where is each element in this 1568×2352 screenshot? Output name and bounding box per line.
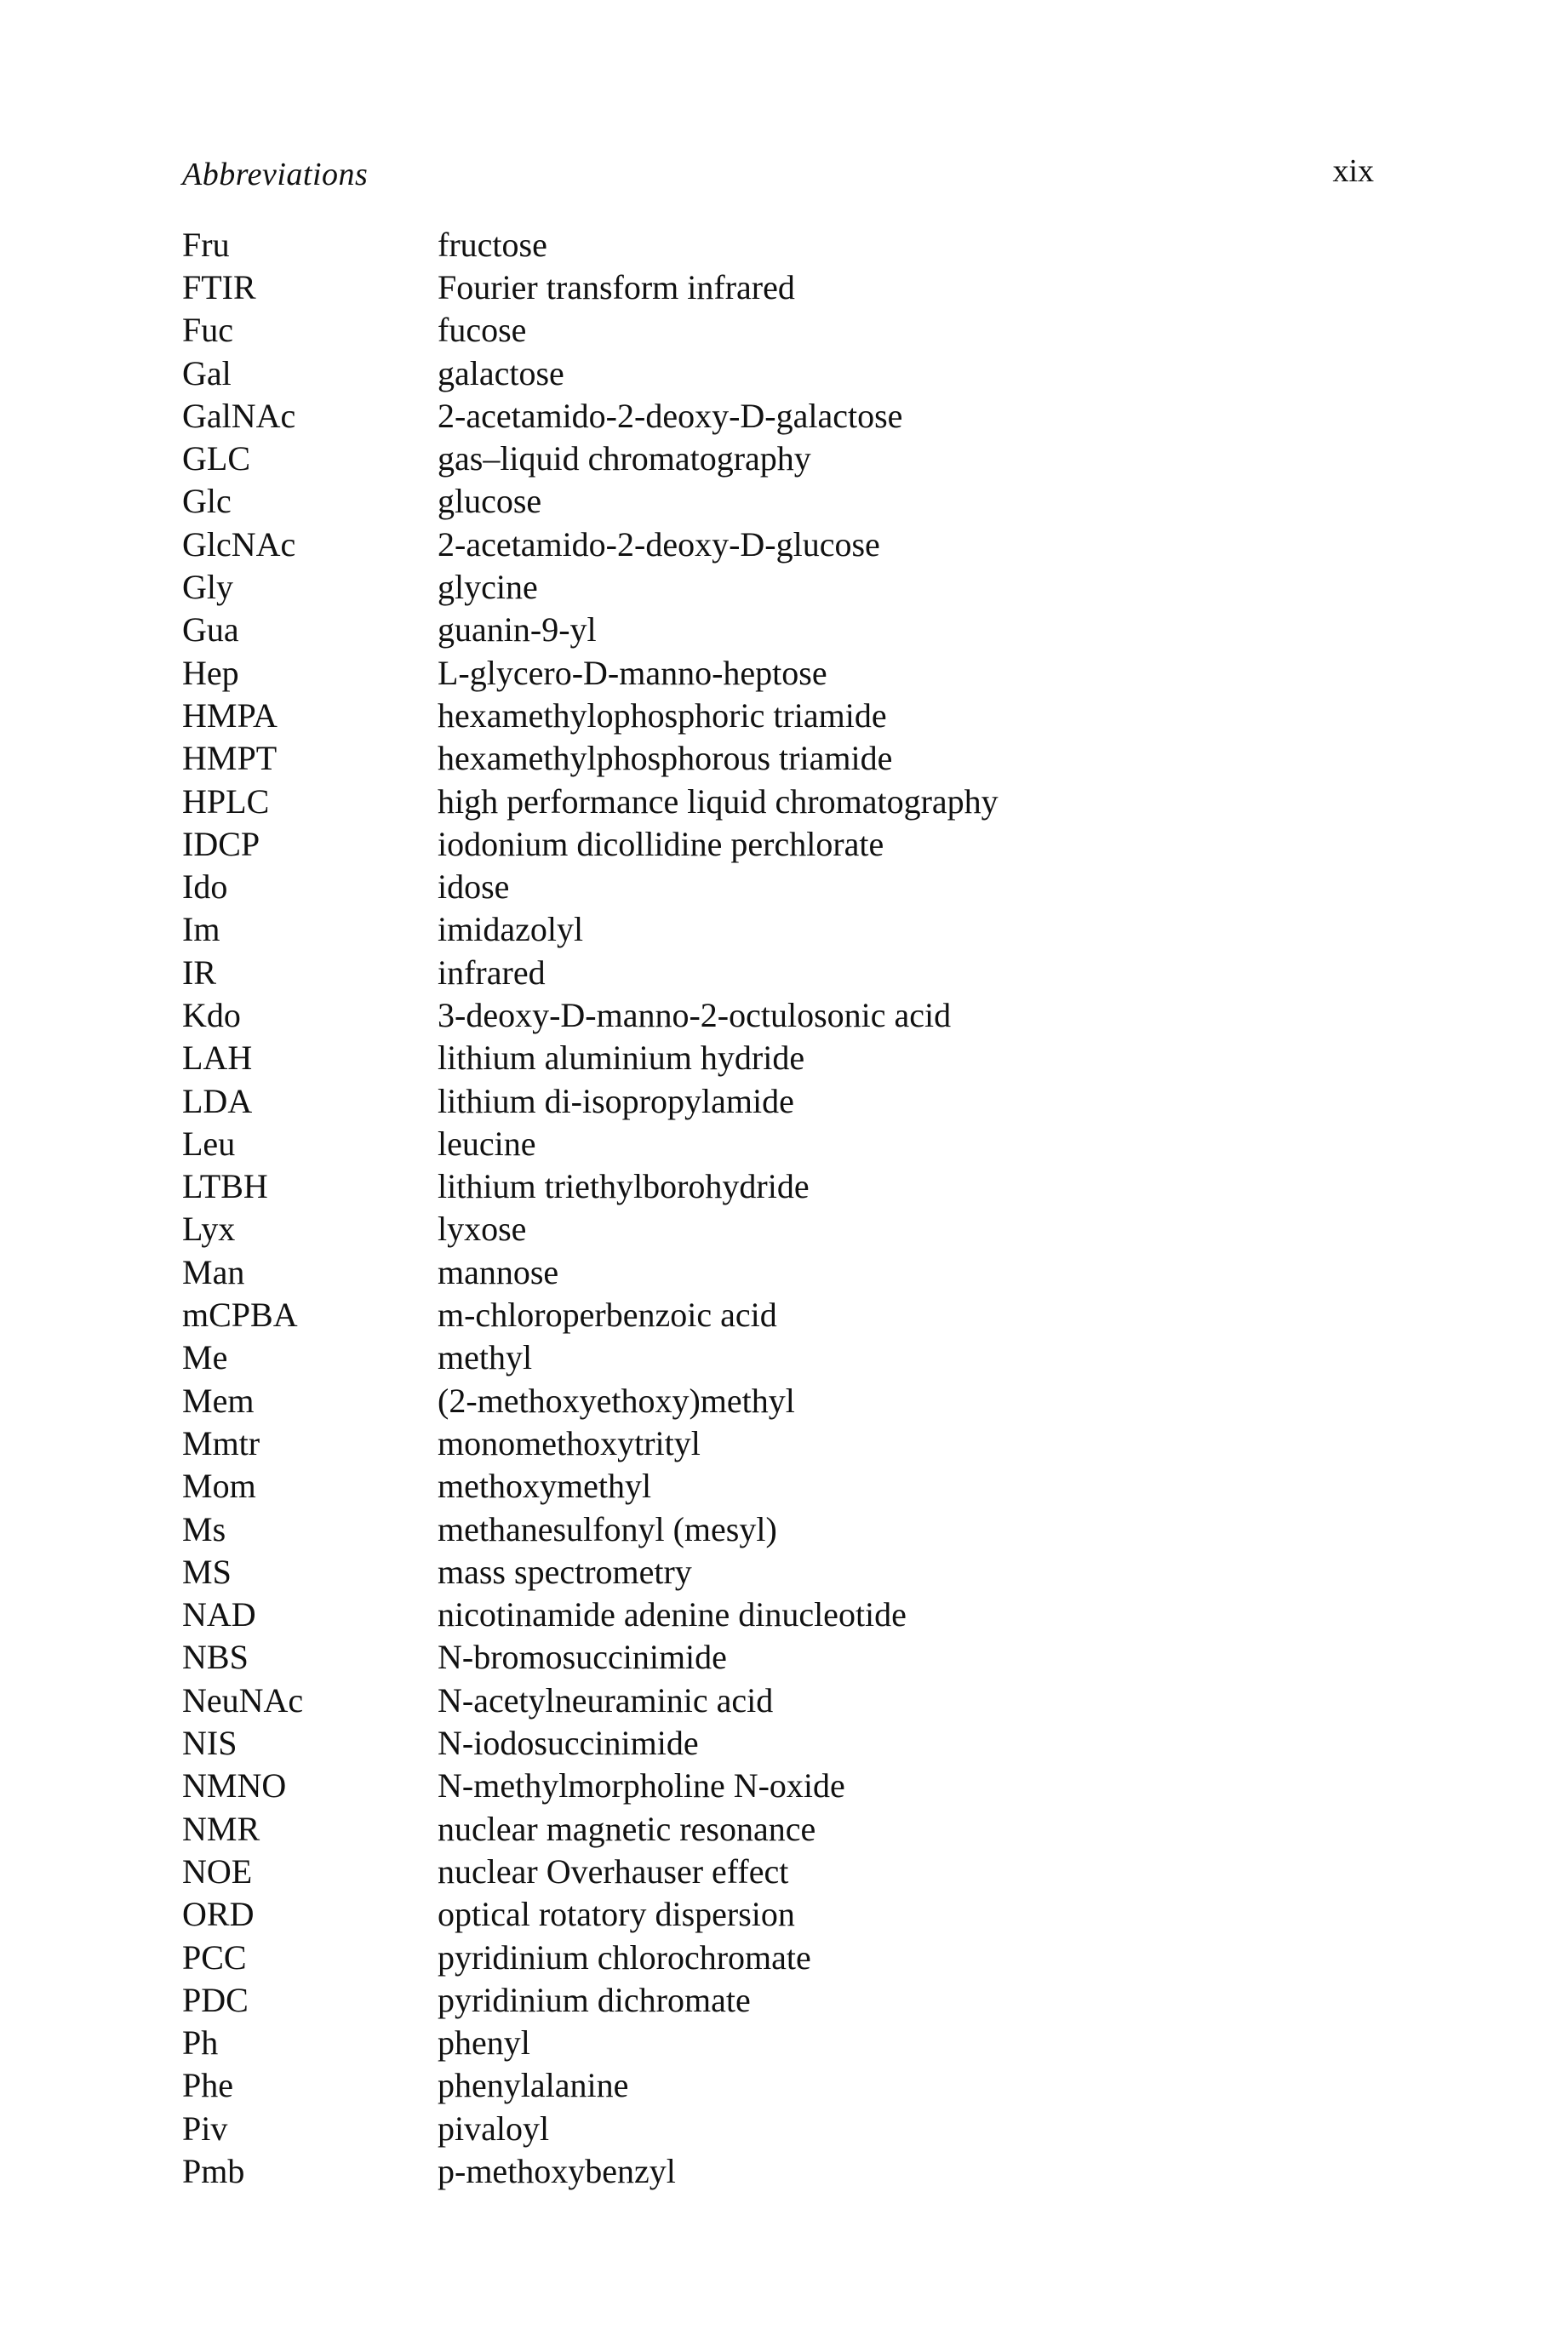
abbreviation-term: LDA [182, 1081, 253, 1120]
abbreviation-definition: N-acetylneuraminic acid [438, 1680, 774, 1720]
abbreviation-row [182, 1122, 1374, 1165]
abbreviation-row [182, 1636, 1374, 1679]
abbreviation-definition: nuclear Overhauser effect [438, 1851, 789, 1891]
abbreviation-term: Gua [182, 610, 239, 650]
page-number: xix [1332, 153, 1374, 189]
abbreviation-row [182, 1807, 1374, 1850]
abbreviation-row [182, 1250, 1374, 1293]
abbreviation-definition: mass spectrometry [438, 1552, 692, 1591]
abbreviation-row [182, 2107, 1374, 2149]
abbreviation-term: HMPA [182, 695, 278, 735]
abbreviation-row [182, 609, 1374, 651]
abbreviation-row [182, 1208, 1374, 1250]
abbreviation-definition: m-chloroperbenzoic acid [438, 1296, 777, 1335]
abbreviation-term: Fru [182, 225, 230, 264]
abbreviation-row [182, 2149, 1374, 2192]
abbreviation-definition: lithium di-isopropylamide [438, 1081, 794, 1120]
abbreviation-row [182, 1422, 1374, 1464]
abbreviation-row [182, 266, 1374, 308]
abbreviation-definition: L-glycero-D-manno-heptose [438, 653, 827, 692]
abbreviation-row [182, 565, 1374, 608]
abbreviation-row [182, 951, 1374, 993]
abbreviation-term: Lyx [182, 1210, 236, 1249]
abbreviation-term: Kdo [182, 995, 241, 1034]
abbreviation-row [182, 1679, 1374, 1721]
abbreviation-definition: pyridinium chlorochromate [438, 1937, 811, 1977]
abbreviation-term: NBS [182, 1638, 249, 1677]
abbreviation-row [182, 1594, 1374, 1636]
abbreviation-term: NMNO [182, 1766, 287, 1805]
abbreviation-term: Man [182, 1252, 245, 1291]
abbreviation-definition: methoxymethyl [438, 1467, 652, 1506]
abbreviation-definition: 2-acetamido-2-deoxy-D-glucose [438, 524, 880, 564]
abbreviation-definition: nuclear magnetic resonance [438, 1809, 816, 1848]
abbreviation-definition: mannose [438, 1252, 559, 1291]
abbreviation-row [182, 1978, 1374, 2021]
abbreviation-term: PCC [182, 1937, 247, 1977]
running-header-title: Abbreviations [182, 157, 369, 192]
abbreviation-definition: nicotinamide adenine dinucleotide [438, 1595, 907, 1634]
abbreviation-definition: 3-deoxy-D-manno-2-octulosonic acid [438, 995, 952, 1034]
abbreviation-term: mCPBA [182, 1296, 298, 1335]
abbreviation-term: GLC [182, 439, 250, 478]
abbreviation-definition: lithium aluminium hydride [438, 1039, 805, 1078]
abbreviation-row [182, 908, 1374, 951]
abbreviation-term: IDCP [182, 824, 260, 863]
abbreviation-definition: monomethoxytrityl [438, 1423, 701, 1462]
abbreviation-row [182, 1765, 1374, 1807]
abbreviation-row [182, 309, 1374, 352]
abbreviation-term: Leu [182, 1124, 236, 1163]
abbreviation-definition: (2-methoxyethoxy)methyl [438, 1381, 795, 1420]
abbreviation-definition: leucine [438, 1124, 536, 1163]
page-header [182, 153, 1374, 207]
abbreviation-definition: fucose [438, 311, 527, 350]
abbreviation-term: GlcNAc [182, 524, 296, 564]
abbreviation-definition: methyl [438, 1338, 533, 1377]
abbreviation-definition: idose [438, 867, 510, 907]
abbreviation-definition: phenyl [438, 2023, 530, 2063]
abbreviation-row [182, 1721, 1374, 1764]
abbreviation-definition: N-iodosuccinimide [438, 1724, 699, 1763]
abbreviation-term: LAH [182, 1039, 253, 1078]
abbreviation-definition: hexamethylophosphoric triamide [438, 695, 887, 735]
abbreviation-definition: iodonium dicollidine perchlorate [438, 824, 884, 863]
abbreviation-row [182, 1893, 1374, 1936]
abbreviation-term: HPLC [182, 781, 270, 821]
abbreviation-term: HMPT [182, 739, 278, 778]
abbreviation-definition: high performance liquid chromatography [438, 781, 999, 821]
abbreviation-row [182, 651, 1374, 694]
abbreviation-row [182, 223, 1374, 266]
abbreviation-row [182, 1336, 1374, 1379]
abbreviation-definition: N-bromosuccinimide [438, 1638, 727, 1677]
abbreviation-definition: infrared [438, 953, 546, 992]
abbreviation-row [182, 1379, 1374, 1422]
abbreviation-definition: imidazolyl [438, 910, 584, 949]
abbreviation-definition: glycine [438, 568, 538, 607]
abbreviation-definition: lyxose [438, 1210, 527, 1249]
abbreviation-definition: optical rotatory dispersion [438, 1895, 795, 1934]
abbreviation-term: ORD [182, 1895, 255, 1934]
abbreviation-term: Hep [182, 653, 239, 692]
abbreviation-term: Glc [182, 482, 232, 521]
abbreviation-term: NOE [182, 1851, 253, 1891]
abbreviation-term: Ido [182, 867, 228, 907]
abbreviation-definition: methanesulfonyl (mesyl) [438, 1509, 777, 1548]
abbreviation-definition: hexamethylphosphorous triamide [438, 739, 893, 778]
abbreviation-row [182, 1508, 1374, 1550]
abbreviation-definition: pivaloyl [438, 2109, 550, 2148]
abbreviation-term: Ph [182, 2023, 219, 2063]
abbreviation-term: Ms [182, 1509, 226, 1548]
abbreviation-definition: guanin-9-yl [438, 610, 597, 650]
abbreviation-term: IR [182, 953, 216, 992]
abbreviation-definition: pyridinium dichromate [438, 1980, 751, 2019]
abbreviation-row [182, 1165, 1374, 1208]
abbreviation-definition: N-methylmorpholine N-oxide [438, 1766, 845, 1805]
abbreviation-term: Mom [182, 1467, 256, 1506]
abbreviation-definition: glucose [438, 482, 542, 521]
abbreviation-row [182, 694, 1374, 736]
abbreviation-definition: gas–liquid chromatography [438, 439, 811, 478]
abbreviation-definition: p-methoxybenzyl [438, 2152, 676, 2190]
abbreviation-list [182, 223, 1374, 2193]
abbreviation-term: Fuc [182, 311, 233, 350]
abbreviation-term: Gal [182, 353, 232, 392]
abbreviation-row [182, 394, 1374, 437]
abbreviation-row [182, 822, 1374, 865]
abbreviation-term: NMR [182, 1809, 260, 1848]
abbreviation-row [182, 737, 1374, 780]
abbreviation-row [182, 1550, 1374, 1593]
abbreviation-term: NAD [182, 1595, 256, 1634]
abbreviation-row [182, 993, 1374, 1036]
abbreviation-row [182, 480, 1374, 523]
abbreviation-row [182, 352, 1374, 394]
abbreviation-term: Im [182, 910, 220, 949]
abbreviation-term: Mem [182, 1381, 255, 1420]
abbreviation-term: NeuNAc [182, 1680, 304, 1720]
abbreviation-row [182, 1936, 1374, 1978]
abbreviation-row [182, 437, 1374, 479]
abbreviation-row [182, 865, 1374, 907]
abbreviation-term: Me [182, 1338, 228, 1377]
abbreviation-definition: fructose [438, 225, 547, 264]
abbreviation-row [182, 1465, 1374, 1508]
abbreviation-term: GalNAc [182, 396, 296, 435]
abbreviation-term: Gly [182, 568, 233, 607]
abbreviation-definition: galactose [438, 353, 564, 392]
abbreviation-row [182, 1850, 1374, 1892]
abbreviation-row [182, 2064, 1374, 2107]
abbreviation-term: Piv [182, 2109, 228, 2148]
abbreviation-term: Phe [182, 2066, 233, 2105]
abbreviation-row [182, 2021, 1374, 2063]
abbreviation-term: Pmb [182, 2152, 245, 2190]
abbreviation-row [182, 523, 1374, 565]
abbreviation-definition: phenylalanine [438, 2066, 629, 2105]
abbreviation-row [182, 780, 1374, 822]
abbreviation-term: MS [182, 1552, 232, 1591]
abbreviation-row [182, 1079, 1374, 1122]
abbreviation-definition: Fourier transform infrared [438, 267, 795, 306]
abbreviation-definition: 2-acetamido-2-deoxy-D-galactose [438, 396, 903, 435]
abbreviation-term: NIS [182, 1724, 237, 1763]
abbreviation-term: Mmtr [182, 1423, 260, 1462]
abbreviation-row [182, 1293, 1374, 1336]
abbreviation-term: LTBH [182, 1167, 268, 1206]
abbreviation-row [182, 1037, 1374, 1079]
abbreviation-definition: lithium triethylborohydride [438, 1167, 810, 1206]
abbreviation-term: FTIR [182, 267, 256, 306]
abbreviation-term: PDC [182, 1980, 249, 2019]
